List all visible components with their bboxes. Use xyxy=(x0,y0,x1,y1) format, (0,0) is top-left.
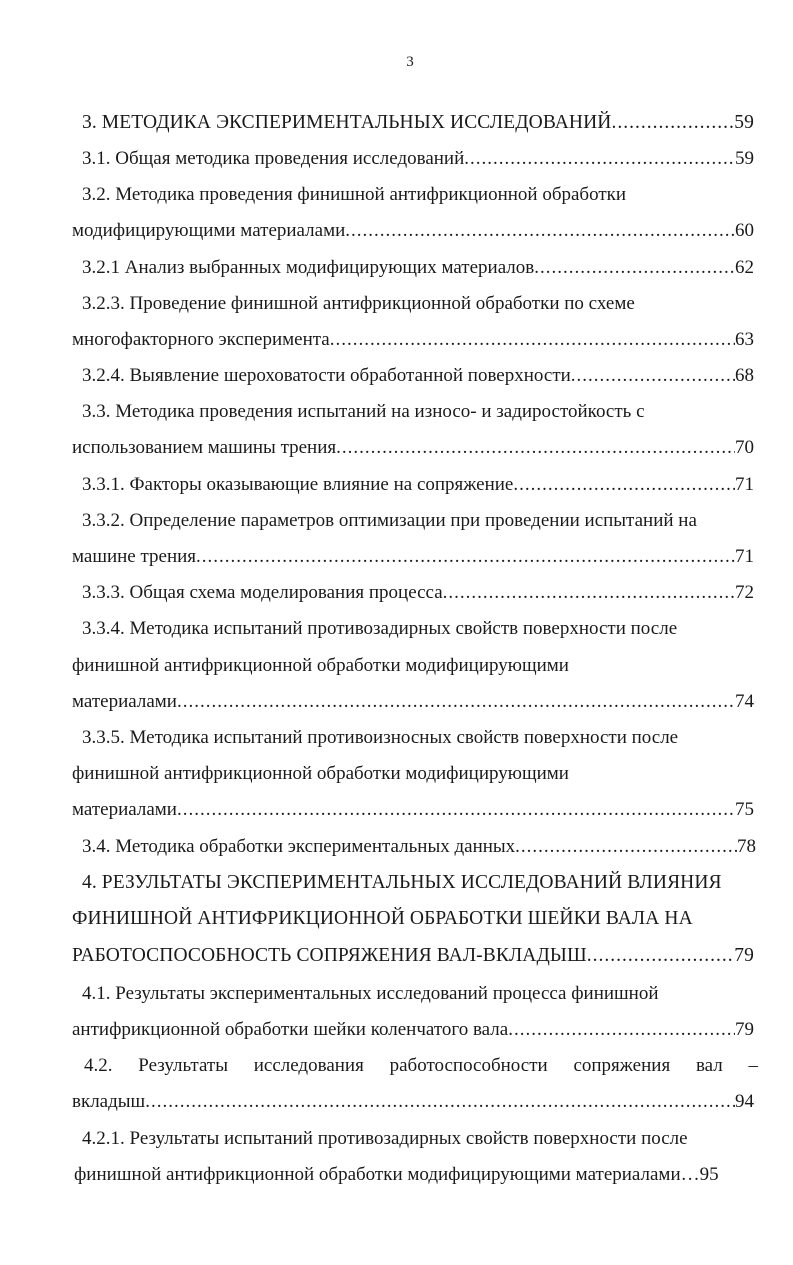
toc-entry-4-1-line1 xyxy=(82,979,754,1009)
toc-entry-3-3-4-line1 xyxy=(82,614,754,644)
leader-dots xyxy=(336,433,735,463)
toc-entry-page: 68 xyxy=(735,365,754,386)
toc-entry-3-3-2-line2 xyxy=(72,542,754,572)
toc-entry-title: 3.3.2. Определение параметров оптимизации при проведении испытаний на xyxy=(82,510,697,531)
toc-entry-page: 70 xyxy=(735,437,754,458)
toc-entry-3-3-2-line1 xyxy=(82,506,754,536)
toc-entry-4-2-1-line1 xyxy=(82,1124,754,1154)
leader-dots xyxy=(196,542,735,572)
toc-entry-title: модифицирующими материалами xyxy=(72,220,346,241)
toc-entry-page: 62 xyxy=(735,257,754,278)
toc-entry-page: 79 xyxy=(735,1019,754,1040)
toc-entry-3-2-3-line1 xyxy=(82,289,754,319)
toc-entry-page: 94 xyxy=(735,1091,754,1112)
toc-word: вал xyxy=(695,1055,723,1076)
toc-word: 4.2. xyxy=(84,1055,113,1076)
toc-entry-title: финишной антифрикционной обработки модифицирующими xyxy=(72,655,569,676)
toc-entry-title: РАБОТОСПОСОБНОСТЬ СОПРЯЖЕНИЯ ВАЛ-ВКЛАДЫШ xyxy=(72,945,587,966)
toc-word: сопряжения xyxy=(573,1055,671,1076)
toc-entry-4-2-1-line2 xyxy=(74,1160,756,1190)
toc-entry-4-2-line2 xyxy=(72,1087,754,1117)
toc-entry-3-2-line2 xyxy=(72,216,754,246)
toc-entry-page: 63 xyxy=(735,329,754,350)
toc-entry-page: 74 xyxy=(735,691,754,712)
toc-entry-3-3-line1 xyxy=(82,397,754,427)
toc-entry-3-2-4 xyxy=(82,361,754,391)
toc-entry-title: машине трения xyxy=(72,546,197,567)
toc-entry-3-4 xyxy=(82,832,756,862)
toc-entry-3-1 xyxy=(82,144,754,174)
toc-entry-3-3-4-line3 xyxy=(72,687,754,717)
leader-dots xyxy=(513,470,735,500)
toc-entry-title: 3. МЕТОДИКА ЭКСПЕРИМЕНТАЛЬНЫХ ИССЛЕДОВАНИЙ xyxy=(82,112,612,133)
leader-dots xyxy=(534,253,735,283)
toc-entry-page: 78 xyxy=(737,836,756,857)
toc-entry-title: 3.1. Общая методика проведения исследований xyxy=(82,148,465,169)
toc-entry-page: 72 xyxy=(735,582,754,603)
page-number: 3 xyxy=(406,54,414,70)
leader-dots xyxy=(464,144,735,174)
toc-entry-page: 60 xyxy=(735,220,754,241)
toc-entry-page: 79 xyxy=(734,945,754,966)
toc-entry-3-3-3 xyxy=(82,578,754,608)
leader-dots xyxy=(611,108,734,138)
leader-dots xyxy=(443,578,735,608)
toc-entry-title: 3.4. Методика обработки экспериментальных данных xyxy=(82,836,516,857)
toc-entry-page: 95 xyxy=(699,1164,719,1185)
toc-entry-title: использованием машины трения xyxy=(72,437,337,458)
toc-entry-page: 59 xyxy=(734,112,754,133)
toc-entry-4-line1 xyxy=(82,868,754,898)
toc-word: исследования xyxy=(253,1055,364,1076)
toc-word: – xyxy=(748,1055,758,1076)
leader-dots xyxy=(177,795,735,825)
toc-entry-title: 3.3.4. Методика испытаний противозадирных свойств поверхности после xyxy=(82,618,678,639)
toc-entry-3 xyxy=(82,108,754,138)
toc-entry-title: 4.2.1. Результаты испытаний противозадирных свойств поверхности после xyxy=(82,1128,688,1149)
toc-entry-title: вкладыш xyxy=(72,1091,146,1112)
toc-entry-4-2-line1 xyxy=(84,1051,758,1081)
leader-dots xyxy=(515,832,737,862)
toc-entry-title: материалами xyxy=(72,799,177,820)
toc-entry-page: 71 xyxy=(735,546,754,567)
toc-entry-title: 3.3.5. Методика испытаний противоизносных свойств поверхности после xyxy=(82,727,679,748)
toc-entry-3-3-4-line2 xyxy=(72,651,754,681)
toc-entry-title: финишной антифрикционной обработки модифицирующими xyxy=(72,763,569,784)
toc-entry-title: 4. РЕЗУЛЬТАТЫ ЭКСПЕРИМЕНТАЛЬНЫХ ИССЛЕДОВАНИЙ ВЛИЯНИЯ xyxy=(82,872,722,893)
toc-entry-page: 71 xyxy=(735,474,754,495)
toc-entry-title: 3.2.3. Проведение финишной антифрикционной обработки по схеме xyxy=(82,293,635,314)
toc-entry-3-3-line2 xyxy=(72,433,754,463)
toc-entry-4-1-line2 xyxy=(72,1015,754,1045)
leader-dots xyxy=(345,216,735,246)
toc-entry-3-3-5-line2 xyxy=(72,759,754,789)
toc-entry-3-3-5-line3 xyxy=(72,795,754,825)
toc-entry-title: 3.3.3. Общая схема моделирования процесса xyxy=(82,582,443,603)
toc-entry-page: 75 xyxy=(735,799,754,820)
toc-entry-3-3-5-line1 xyxy=(82,723,754,753)
toc-entry-4-line2 xyxy=(72,904,754,934)
toc-entry-title: финишной антифрикционной обработки модифицирующими материалами… xyxy=(74,1164,700,1185)
toc-entry-3-3-1 xyxy=(82,470,754,500)
leader-dots xyxy=(145,1087,735,1117)
toc-word: работоспособности xyxy=(389,1055,548,1076)
toc-entry-3-2-1 xyxy=(82,253,754,283)
toc-entry-title: 4.1. Результаты экспериментальных исследований процесса финишной xyxy=(82,983,659,1004)
toc-entry-title: 3.2. Методика проведения финишной антифрикционной обработки xyxy=(82,184,627,205)
leader-dots xyxy=(177,687,735,717)
toc-entry-title: 3.2.1 Анализ выбранных модифицирующих материалов xyxy=(82,257,535,278)
toc-entry-title: 3.3. Методика проведения испытаний на износо- и задиростойкость с xyxy=(82,401,645,422)
toc-word: Результаты xyxy=(138,1055,228,1076)
toc-entry-page: 59 xyxy=(735,148,754,169)
toc-entry-3-2-3-line2 xyxy=(72,325,754,355)
leader-dots xyxy=(330,325,735,355)
toc-entry-title: 3.2.4. Выявление шероховатости обработанной поверхности xyxy=(82,365,571,386)
toc-entry-title: многофакторного эксперимента xyxy=(72,329,330,350)
leader-dots xyxy=(508,1015,735,1045)
leader-dots xyxy=(571,361,735,391)
toc-entry-title: антифрикционной обработки шейки коленчатого вала xyxy=(72,1019,509,1040)
toc-entry-4-line3 xyxy=(72,941,754,971)
toc-entry-title: ФИНИШНОЙ АНТИФРИКЦИОННОЙ ОБРАБОТКИ ШЕЙКИ ВАЛА НА xyxy=(72,908,693,929)
toc-entry-title: 3.3.1. Факторы оказывающие влияние на сопряжение xyxy=(82,474,514,495)
toc-entry-title: материалами xyxy=(72,691,177,712)
toc-entry-3-2-line1 xyxy=(82,180,754,210)
leader-dots xyxy=(587,941,735,971)
